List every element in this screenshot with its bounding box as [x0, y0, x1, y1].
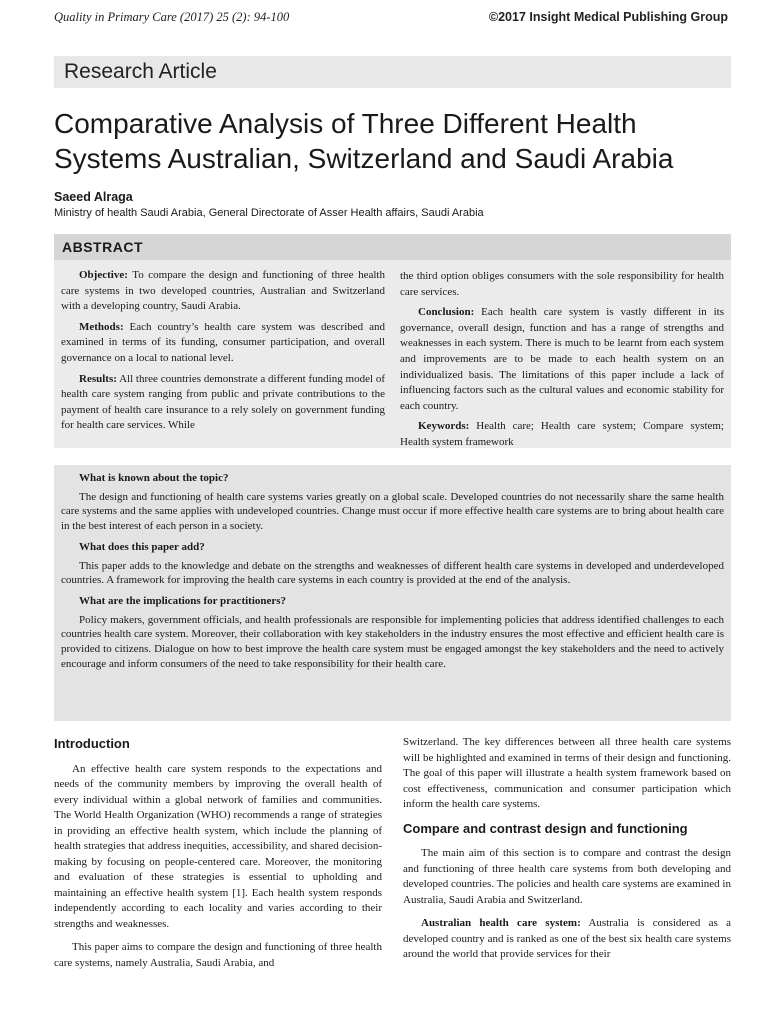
author-name: Saeed Alraga [54, 190, 133, 204]
introduction-paragraph-2: This paper aims to compare the design and functioning of three health care systems, namely Australia, Saudi Arabia, and [54, 941, 382, 969]
implications-question: What are the implications for practitioners? [79, 594, 287, 607]
australian-system-label: Australian health care system: [421, 917, 581, 929]
conclusion-text: Each health care system is vastly different in its governance, overall design, function and has a range of strengths and weaknesses in each system. There is much to be learnt from each system and improvements are to be made to each health system on an individualized basis. The limitations of this paper include a lack of influencing factors such as the cultural values and economic stability for each country. [400, 306, 724, 412]
abstract-methods [61, 320, 385, 367]
journal-citation: Quality in Primary Care (2017) 25 (2): 94-100 [54, 10, 290, 24]
keywords-label: Keywords: [418, 420, 470, 433]
abstract-column-right [400, 269, 724, 456]
abstract-conclusion [400, 305, 724, 414]
results-continued: the third option obliges consumers with the sole responsibility for health care services. [400, 270, 724, 298]
introduction-heading: Introduction [54, 736, 130, 751]
paper-adds-answer: This paper adds to the knowledge and debate on the strengths and weaknesses of different health care systems in developed and underdeveloped countries. A framework for improving the health care systems in each country is provided at the end of the analysis. [61, 559, 724, 587]
abstract-results [61, 372, 385, 434]
paper-title: Comparative Analysis of Three Different Health Systems Australian, Switzerland and Saudi Arabia [54, 108, 674, 174]
abstract-heading: ABSTRACT [54, 234, 731, 260]
body-column-left [54, 736, 382, 979]
abstract-section [54, 234, 731, 448]
keywords-text: Health care; Health care system; Compare system; Health system framework [400, 420, 724, 448]
objective-text: To compare the design and functioning of three health care systems in two developed countries, Australian and Switzerland with a developing country, Saudi Arabia. [61, 269, 385, 313]
introduction-continued: Switzerland. The key differences between all three health care systems will be highlighted and examined in terms of their design and functioning. The goal of this paper will illustrate a health system framework based on cost effectiveness, communication and consumer participation which inform the health care systems. [403, 736, 731, 810]
abstract-keywords [400, 419, 724, 450]
known-topic-question: What is known about the topic? [79, 472, 229, 484]
implications-answer: Policy makers, government officials, and health professionals are responsible for implementing policies that address identified challenges to each countries health care system. Moreover, their collaboration with key stakeholders in the industry ensures the most effective and efficient health care is provided to citizens. Dialogue on how to best improve the health care system must be engaged amongst the key stakeholders and the need to actively encourage and inform consumers of the need to take responsibility for their health care. [61, 613, 724, 670]
methods-label: Methods: [79, 320, 124, 333]
results-label: Results: [79, 372, 117, 385]
results-text: All three countries demonstrate a different funding model of health care system ranging from public and private contributions to the payment of health care insurance to a rely solely on government funding for health care services. While [61, 372, 385, 432]
article-type-banner: Research Article [54, 56, 731, 88]
abstract-column-left [61, 268, 385, 439]
abstract-objective [61, 268, 385, 315]
australian-system-text: Australia is considered as a developed country and is ranked as one of the best six health care systems around the world that provide services for their [403, 917, 731, 960]
paper-adds-question: What does this paper add? [79, 540, 205, 553]
author-affiliation: Ministry of health Saudi Arabia, General Directorate of Asser Health affairs, Saudi Arabia [54, 207, 484, 219]
body-column-right [403, 735, 731, 971]
compare-paragraph: The main aim of this section is to compare and contrast the design and functioning of three health care systems from both developing and developed countries. The policies and health care systems are examined in Australia, Saudi Arabia and Switzerland. [403, 847, 731, 906]
known-topic-answer: The design and functioning of health care systems varies greatly on a global scale. Developed countries do not necessarily share the same health care systems and the same applies with undeveloped countries. Change must occur if more effective health care systems are to bring about health care in the best interest of each person in a society. [61, 490, 724, 533]
australian-system-paragraph [403, 916, 731, 963]
objective-label: Objective: [79, 269, 128, 281]
conclusion-label: Conclusion: [418, 306, 475, 319]
copyright-notice: ©2017 Insight Medical Publishing Group [488, 10, 728, 24]
introduction-paragraph-1: An effective health care system responds to the expectations and needs of the community members by improving the overall health of every individual within a global network of families and communities. The World Health Organization (WHO) recommends a range of strategies in providing an effective health system, which include the planning of health strategies that address inequities, accessibility, and shared decision-making by focusing on people-centered care. Moreover, the monitoring and evaluation of these strategies is essential to upholding and maintaining an effective health system [1]. Each health system responds independently according to each locality and varies according to their strengths and weaknesses. [54, 762, 382, 930]
compare-contrast-heading: Compare and contrast design and functioning [403, 820, 688, 836]
methods-text: Each country’s health care system was described and examined in terms of its funding, consumer participation, and overall governance on a local to national level. [61, 320, 385, 364]
key-points-box [54, 465, 731, 721]
